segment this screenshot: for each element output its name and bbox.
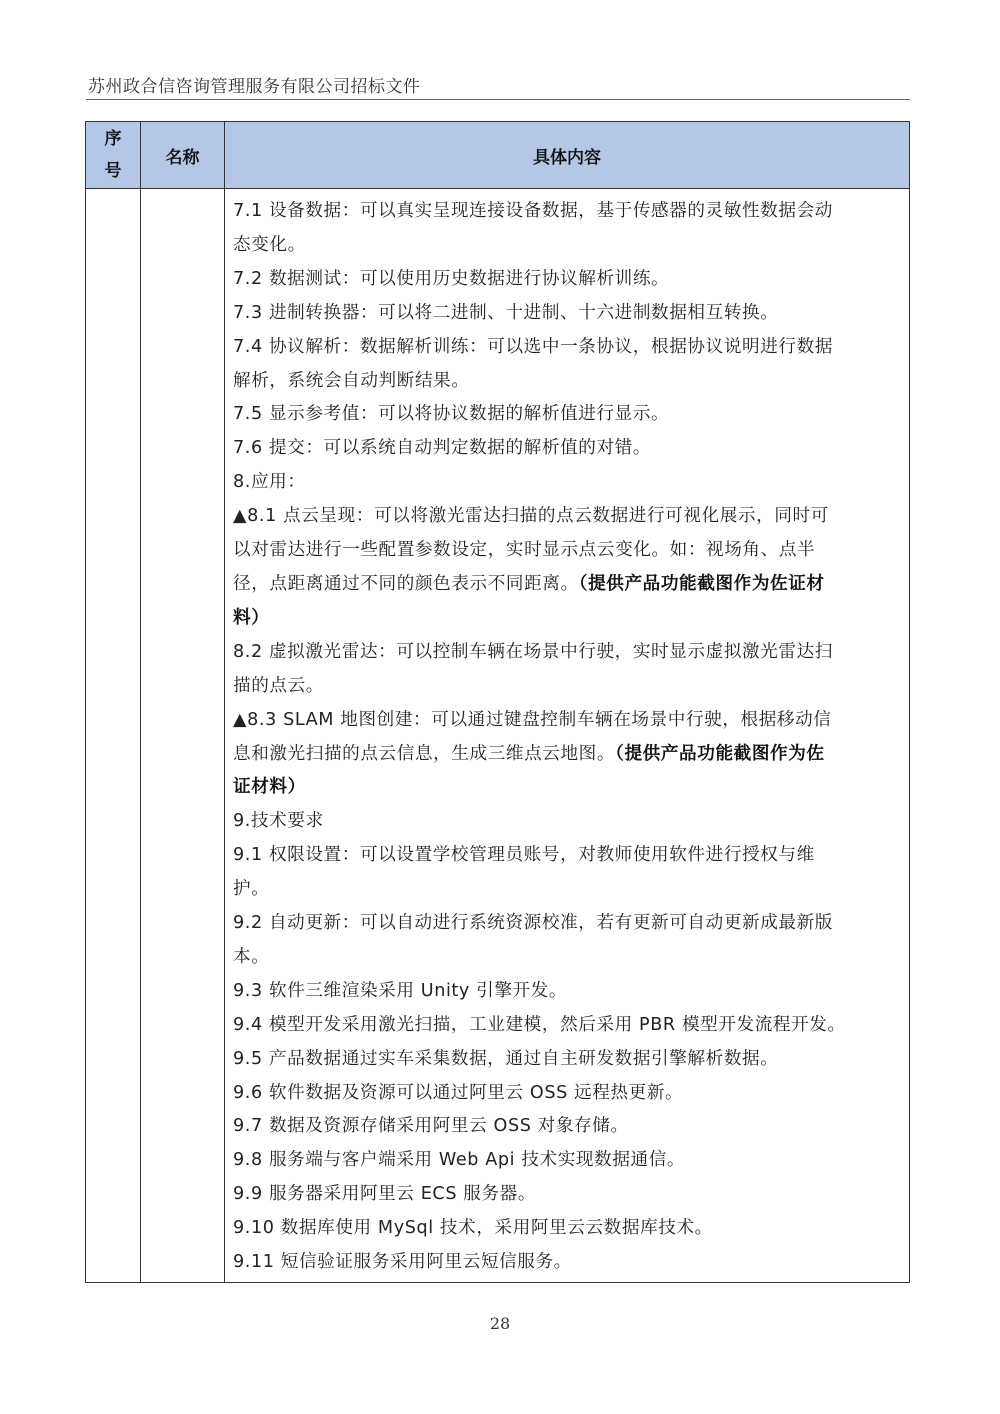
- content-line: [233, 907, 901, 941]
- content-line-text: 9.8 服务端与客户端采用 Web Api 技术实现数据通信。: [233, 1150, 686, 1171]
- content-line: [233, 805, 901, 839]
- content-line: [233, 1043, 901, 1077]
- content-line-text: ▲8.3 SLAM 地图创建：可以通过键盘控制车辆在场景中行驶，根据移动信: [233, 709, 832, 730]
- content-line: [233, 432, 901, 466]
- content-line-emphasis: （提供产品功能截图作为佐证材: [578, 573, 825, 594]
- content-line: [233, 1110, 901, 1144]
- content-line-text: 态变化。: [233, 234, 306, 255]
- content-line: [233, 1178, 901, 1212]
- content-line-text: 9.技术要求: [233, 811, 324, 832]
- content-line-text: 8.应用：: [233, 472, 306, 493]
- content-line-text: ▲8.1 点云呈现：可以将激光雷达扫描的点云数据进行可视化展示，同时可: [233, 506, 829, 527]
- content-line-text: 7.1 设备数据：可以真实呈现连接设备数据，基于传感器的灵敏性数据会动: [233, 201, 833, 221]
- content-line: [233, 839, 901, 873]
- content-line: [233, 365, 901, 399]
- content-line: [233, 500, 901, 534]
- header-seq-bottom: 号: [104, 161, 122, 181]
- content-line-text: 本。: [233, 946, 270, 967]
- header-seq: [86, 122, 141, 189]
- header-content: 具体内容: [225, 122, 910, 189]
- content-line: [233, 398, 901, 432]
- content-line: [233, 229, 901, 263]
- content-line: [233, 1246, 901, 1280]
- content-line-text: 7.5 显示参考值：可以将协议数据的解析值进行显示。: [233, 404, 670, 425]
- content-line: [233, 602, 901, 636]
- page-number: 28: [489, 1314, 511, 1333]
- content-line-emphasis: （提供产品功能截图作为佐: [615, 743, 825, 764]
- content-line-text: 9.4 模型开发采用激光扫描，工业建模，然后采用 PBR 模型开发流程开发。: [233, 1014, 846, 1035]
- document-header-title: 苏州政合信咨询管理服务有限公司招标文件: [88, 77, 421, 97]
- content-line: [233, 568, 901, 602]
- content-line: [233, 670, 901, 704]
- cell-seq: [86, 189, 141, 1283]
- content-line-text: 9.5 产品数据通过实车采集数据，通过自主研发数据引擎解析数据。: [233, 1048, 779, 1069]
- content-line: [233, 195, 901, 229]
- content-line: [233, 534, 901, 568]
- table-header-row: [86, 122, 910, 189]
- table-row: [86, 189, 910, 1283]
- content-line: [233, 1009, 901, 1043]
- cell-content: [225, 189, 910, 1283]
- content-line-text: 径，点距离通过不同的颜色表示不同距离。: [233, 573, 579, 594]
- header-seq-top: 序: [104, 129, 122, 149]
- cell-name: [141, 189, 225, 1283]
- content-line: [233, 297, 901, 331]
- content-line: [233, 636, 901, 670]
- content-line-text: 息和激光扫描的点云信息，生成三维点云地图。: [233, 743, 616, 764]
- content-line: [233, 771, 901, 805]
- content-line-text: 9.11 短信验证服务采用阿里云短信服务。: [233, 1252, 572, 1273]
- content-line-text: 7.4 协议解析：数据解析训练：可以选中一条协议，根据协议说明进行数据: [233, 336, 833, 357]
- content-line: [233, 1212, 901, 1246]
- content-line-text: 9.1 权限设置：可以设置学校管理员账号，对教师使用软件进行授权与维: [233, 845, 815, 866]
- content-line: [233, 941, 901, 975]
- content-line-text: 9.9 服务器采用阿里云 ECS 服务器。: [233, 1184, 537, 1205]
- content-lines: [233, 195, 901, 1280]
- content-line: [233, 975, 901, 1009]
- content-line-text: 9.6 软件数据及资源可以通过阿里云 OSS 远程热更新。: [233, 1082, 684, 1103]
- spec-table: [85, 121, 910, 1283]
- content-line-text: 9.3 软件三维渲染采用 Unity 引擎开发。: [233, 980, 568, 1001]
- content-line-text: 7.6 提交：可以系统自动判定数据的解析值的对错。: [233, 438, 652, 459]
- content-line-text: 护。: [233, 879, 270, 900]
- content-line: [233, 873, 901, 907]
- content-line: [233, 1144, 901, 1178]
- content-line: [233, 331, 901, 365]
- content-line-text: 7.2 数据测试：可以使用历史数据进行协议解析训练。: [233, 268, 670, 289]
- content-line-emphasis: 料）: [233, 607, 270, 628]
- content-line-text: 7.3 进制转换器：可以将二进制、十进制、十六进制数据相互转换。: [233, 302, 779, 323]
- content-line-text: 9.2 自动更新：可以自动进行系统资源校准，若有更新可自动更新成最新版: [233, 913, 833, 934]
- content-line: [233, 738, 901, 772]
- content-line: [233, 704, 901, 738]
- content-line-text: 描的点云。: [233, 675, 324, 696]
- content-line-emphasis: 证材料）: [233, 777, 306, 798]
- content-line: [233, 1077, 901, 1111]
- content-line-text: 以对雷达进行一些配置参数设定，实时显示点云变化。如：视场角、点半: [233, 540, 816, 561]
- header-name: 名称: [141, 122, 225, 189]
- content-line-text: 9.10 数据库使用 MySql 技术，采用阿里云云数据库技术。: [233, 1218, 713, 1239]
- content-line-text: 9.7 数据及资源存储采用阿里云 OSS 对象存储。: [233, 1116, 629, 1137]
- content-line-text: 解析，系统会自动判断结果。: [233, 370, 470, 391]
- content-line-text: 8.2 虚拟激光雷达：可以控制车辆在场景中行驶，实时显示虚拟激光雷达扫: [233, 641, 833, 662]
- content-line: [233, 466, 901, 500]
- header-divider: [86, 99, 910, 100]
- content-line: [233, 263, 901, 297]
